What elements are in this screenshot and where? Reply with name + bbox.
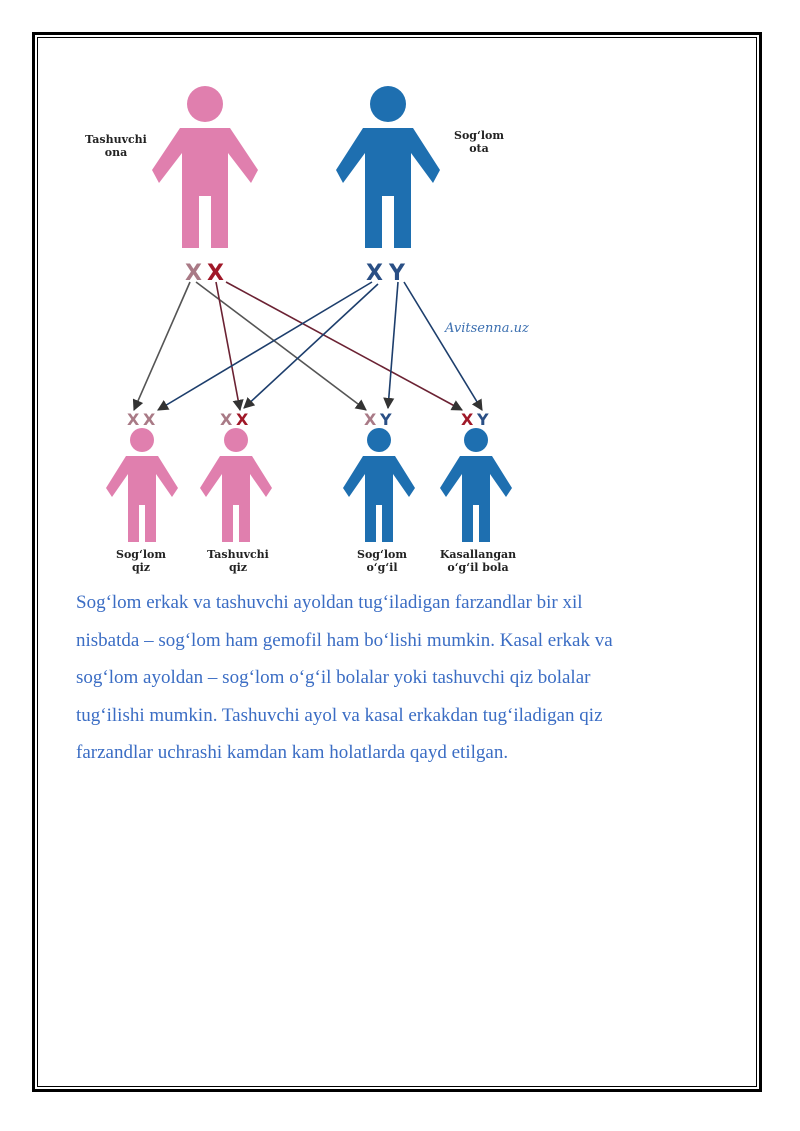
paragraph-line: tug‘ilishi mumkin. Tashuvchi ayol va kasal erkakdan tug‘iladigan qiz xyxy=(76,704,603,726)
watermark: Avitsenna.uz xyxy=(445,321,529,336)
father-label: ota xyxy=(469,142,489,155)
child-figure-healthy-daughter xyxy=(106,428,178,542)
father-label: Sog‘lom xyxy=(454,129,504,142)
child-chromosome: X xyxy=(143,410,156,429)
father-chromosome-y: Y xyxy=(389,261,405,286)
mother-chromosome-affected-x: X xyxy=(207,261,224,286)
child-label: Kasallangan xyxy=(439,548,517,561)
child-chromosome: X xyxy=(236,410,249,429)
child-label: Tashuvchi xyxy=(207,548,269,561)
father-figure xyxy=(336,86,440,248)
mother-label: ona xyxy=(104,146,128,159)
father-chromosome-x: X xyxy=(366,261,383,286)
mother-figure xyxy=(152,86,258,248)
paragraph-line: Sog‘lom erkak va tashuvchi ayoldan tug‘iladigan farzandlar bir xil xyxy=(76,592,583,613)
inheritance-arrows xyxy=(134,282,482,410)
child-chromosome: X xyxy=(461,410,474,429)
child-chromosome: X xyxy=(364,410,377,429)
mother-chromosome-healthy-x: X xyxy=(185,261,202,286)
body-paragraph xyxy=(76,584,716,772)
child-chromosome: Y xyxy=(477,410,489,429)
paragraph-line: farzandlar uchrashi kamdan kam holatlarda qayd etilgan. xyxy=(76,742,509,763)
child-chromosome: Y xyxy=(380,410,392,429)
child-figure-healthy-son xyxy=(343,428,415,542)
child-chromosome: X xyxy=(220,410,233,429)
child-label: o‘g‘il bola xyxy=(447,561,509,574)
child-label: qiz xyxy=(228,561,248,574)
arrow xyxy=(134,282,190,410)
arrow xyxy=(216,282,240,410)
arrow xyxy=(388,282,398,408)
mother-label: Tashuvchi xyxy=(85,133,147,146)
child-label: o‘g‘il xyxy=(366,561,398,574)
arrow xyxy=(404,282,482,410)
child-label: qiz xyxy=(131,561,151,574)
child-label: Sog‘lom xyxy=(357,548,407,561)
paragraph-line: nisbatda – sog‘lom ham gemofil ham bo‘lishi mumkin. Kasal erkak va xyxy=(76,629,613,651)
arrow xyxy=(226,282,462,410)
child-figure-carrier-daughter xyxy=(200,428,272,542)
child-figure-affected-son xyxy=(440,428,512,542)
child-chromosome: X xyxy=(127,410,140,429)
paragraph-line: sog‘lom ayoldan – sog‘lom o‘g‘il bolalar yoki tashuvchi qiz bolalar xyxy=(76,667,591,688)
child-label: Sog‘lom xyxy=(116,548,166,561)
